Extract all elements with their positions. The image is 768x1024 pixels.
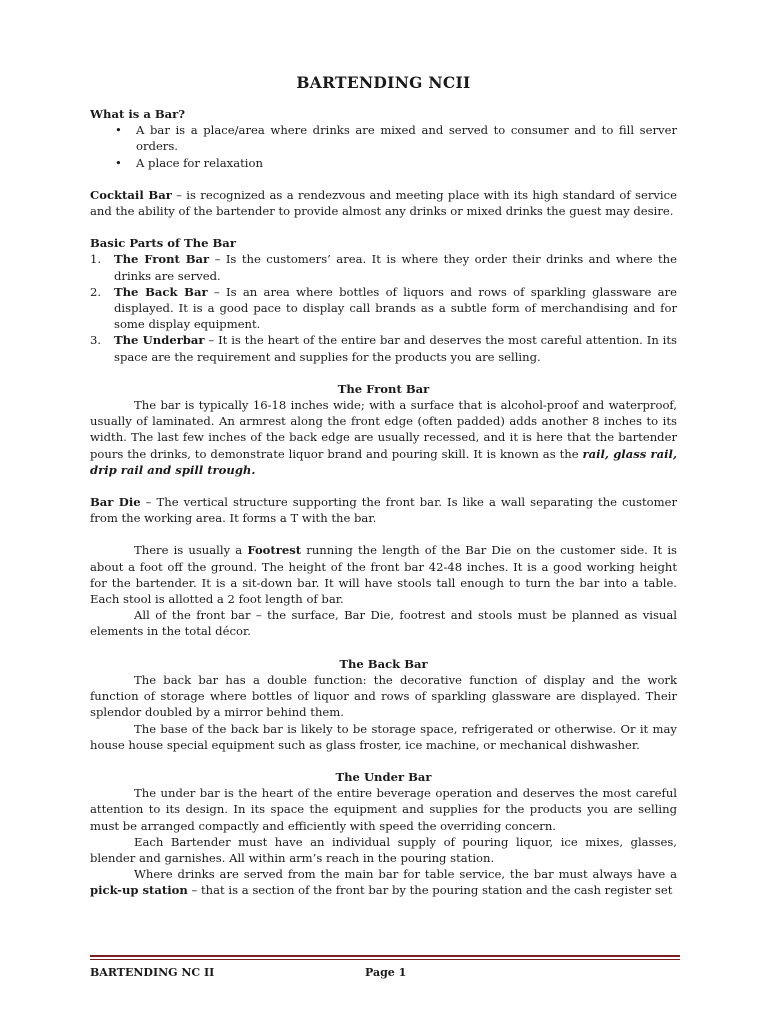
section-heading-back-bar: The Back Bar	[339, 656, 428, 671]
item-number: 3.	[90, 333, 102, 348]
parts-item	[90, 332, 677, 364]
rail-terms: rail, glass rail, drip rail and spill trough.	[90, 446, 677, 477]
footrest-paragraph	[90, 542, 677, 607]
page-footer	[90, 955, 680, 984]
item-text: – Is an area where bottles of liquors and rows of sparkling glassware are displayed. It is a good pace to display call brands as a subtle form of merchandising and for some display equipment.	[114, 284, 677, 332]
footrest-text: running the length of the Bar Die on the customer side. It is about a foot off the ground. The height of the front bar 42-48 inches. It is a good working height for the bartender. It is a sit-down bar. It will have stools tall enough to turn the bar into a table. Each stool is allotted a 2 foot length of bar.	[90, 543, 677, 607]
pickup-text: – that is a section of the front bar by the pouring station and the cash register set	[187, 883, 673, 898]
item-text: – It is the heart of the entire bar and deserves the most careful attention. In its space are the requirement and supplies for the products you are selling.	[114, 333, 677, 364]
item-term: The Back Bar	[114, 284, 208, 299]
parts-list	[90, 251, 677, 364]
section-heading-under-bar: The Under Bar	[335, 769, 432, 784]
cocktail-bar-paragraph	[90, 187, 677, 219]
cocktail-bar-text: – is recognized as a rendezvous and meeting place with its high standard of service and the ability of the bartender to provide almost any drinks or mixed drinks the guest may desire.	[90, 187, 677, 219]
item-term: The Underbar	[114, 333, 205, 348]
section-heading-what-is-bar: What is a Bar?	[90, 107, 186, 121]
pickup-pre: Where drinks are served from the main bar for table service, the bar must always have a	[134, 867, 677, 882]
back-bar-paragraph: The back bar has a double function: the decorative function of display and the work function of storage where bottles of liquor and rows of sparkling glassware are displayed. Their splendor doubled by a mirror behind them.	[90, 672, 677, 720]
pickup-paragraph	[90, 866, 677, 898]
item-number: 1.	[90, 252, 102, 267]
page-content	[90, 74, 677, 899]
front-bar-decor-paragraph: All of the front bar – the surface, Bar Die, footrest and stools must be planned as visual elements in the total décor.	[90, 608, 677, 639]
pickup-term: pick-up station	[90, 883, 188, 898]
item-term: The Front Bar	[114, 252, 210, 267]
bullet-list	[90, 122, 677, 171]
bullet-item: • A bar is a place/area where drinks are mixed and served to consumer and to fill server orders.	[90, 122, 677, 154]
front-bar-paragraph	[90, 397, 677, 478]
item-text: – Is the customers’ area. It is where they order their drinks and where the drinks are served.	[114, 252, 677, 283]
cocktail-bar-term: Cocktail Bar	[90, 187, 172, 202]
bar-die-text: – The vertical structure supporting the front bar. Is like a wall separating the customer from the working area. It forms a T with the bar.	[90, 495, 677, 526]
page-number: Page 1	[365, 966, 407, 979]
under-bar-paragraph: The under bar is the heart of the entire beverage operation and deserves the most careful attention to its design. In its space the equipment and supplies for the products you are selling must be arranged compactly and efficiently with speed the overriding concern.	[90, 786, 677, 833]
footer-title: BARTENDING NC II	[90, 966, 215, 979]
bar-die-paragraph	[90, 494, 677, 526]
section-heading-front-bar: The Front Bar	[337, 381, 430, 396]
footer-rule-thin	[90, 959, 680, 960]
under-bar-paragraph: Each Bartender must have an individual supply of pouring liquor, ice mixes, glasses, blender and garnishes. All within arm’s reach in the pouring station.	[90, 834, 677, 865]
bullet-item: • A place for relaxation	[90, 155, 677, 171]
item-number: 2.	[90, 284, 102, 299]
footer-row	[90, 966, 680, 984]
back-bar-paragraph: The base of the back bar is likely to be storage space, refrigerated or otherwise. Or it may house house special equipment such as glass froster, ice machine, or mechanical dishwasher.	[90, 721, 677, 752]
front-bar-text: The bar is typically 16-18 inches wide; with a surface that is alcohol-proof and waterproof, usually of laminated. An armrest along the front edge (often padded) adds another 8 inches to its width. The last few inches of the back edge are usually recessed, and it is here that the bartender pours the drinks, to demonstrate liquor brand and pouring skill. It is known as the	[90, 398, 677, 461]
document-title: BARTENDING NCII	[296, 73, 471, 92]
footrest-pre: There is usually a	[134, 543, 248, 558]
section-heading-basic-parts: Basic Parts of The Bar	[90, 236, 236, 251]
footrest-term: Footrest	[247, 543, 302, 558]
bar-die-term: Bar Die	[90, 495, 141, 510]
footer-rule	[90, 955, 680, 957]
parts-item	[90, 251, 677, 283]
parts-item	[90, 284, 677, 333]
